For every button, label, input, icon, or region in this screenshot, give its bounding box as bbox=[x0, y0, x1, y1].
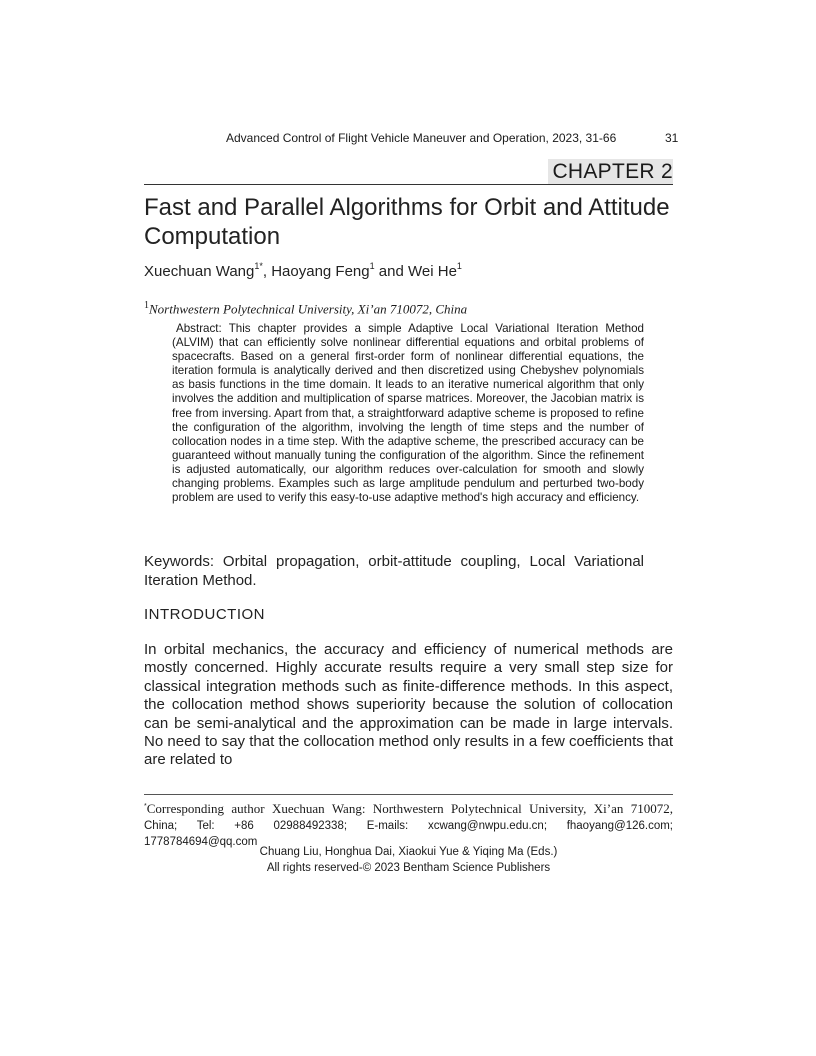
introduction-paragraph: In orbital mechanics, the accuracy and efficiency of numerical methods are mostly concerned. Highly accurate results require a very small step size for classical integration methods such as finite-difference methods. In this aspect, the collocation method shows superiority because the solution of collocation can be semi-analytical and the approximation can be made in large intervals. No need to say that the collocation method only results in a few coefficients that are related to bbox=[144, 641, 673, 769]
chapter-title: Fast and Parallel Algorithms for Orbit and Attitude Computation bbox=[144, 194, 670, 250]
keywords-label: Keywords: bbox=[144, 553, 215, 570]
footnote-contact: China; Tel: +86 02988492338; E-mails: xcwang@nwpu.edu.cn; fhaoyang@126.com; 1778784694@qq.com bbox=[144, 819, 673, 848]
section-heading: INTRODUCTION bbox=[144, 606, 265, 623]
affiliation bbox=[144, 300, 467, 317]
author-superscript: 1 bbox=[369, 261, 375, 271]
author-name: Haoyang Feng bbox=[271, 263, 370, 280]
publication-footer bbox=[144, 844, 673, 876]
chapter-rule bbox=[144, 184, 673, 185]
page-number: 31 bbox=[665, 131, 679, 145]
author-superscript: 1* bbox=[254, 261, 263, 271]
abstract-label: Abstract: bbox=[176, 322, 222, 335]
footnote-rule bbox=[144, 794, 673, 795]
author-list bbox=[144, 262, 462, 280]
keywords-text: Orbital propagation, orbit-attitude coupling, Local Variational Iteration Method. bbox=[144, 553, 644, 589]
rights-line: All rights reserved-© 2023 Bentham Science Publishers bbox=[266, 862, 551, 874]
author-separator: , bbox=[262, 263, 272, 280]
affiliation-text: Northwestern Polytechnical University, Xi’an 710072, China bbox=[149, 301, 468, 317]
keywords bbox=[144, 552, 644, 590]
author-separator: and bbox=[374, 263, 409, 280]
affiliation-superscript: 1 bbox=[144, 300, 149, 311]
footnote-mark: * bbox=[144, 803, 147, 810]
editors-line: Chuang Liu, Honghua Dai, Xiaokui Yue & Yiqing Ma (Eds.) bbox=[259, 846, 558, 858]
author-superscript: 1 bbox=[456, 261, 462, 271]
author-name: Xuechuan Wang bbox=[144, 263, 255, 280]
author-name: Wei He bbox=[408, 263, 457, 280]
abstract-text: This chapter provides a simple Adaptive Local Variational Iteration Method (ALVIM) that can efficiently solve nonlinear differential equations and orbital problems of spacecrafts. Based on a general first-order form of nonlinear differential equations, the iteration formula is analytically derived and then discretized using Chebyshev polynomials as basis functions in the time domain. It leads to an iterative numerical algorithm that only involves the addition and multiplication of sparse matrices. Moreover, the Jacobian matrix is free from inversing. Apart from that, a straightforward adaptive scheme is proposed to refine the configuration of the algorithm, involving the length of time steps and the number of collocation nodes in a time step. With the adaptive scheme, the prescribed accuracy can be guaranteed without manually tuning the configuration of the algorithm. Since the refinement is adjusted automatically, our algorithm reduces over-calculation for smooth and slowly changing problems. Examples such as large amplitude pendulum and perturbed two-body problem are used to verify this easy-to-use adaptive method's high accuracy and efficiency. bbox=[172, 322, 644, 505]
abstract bbox=[172, 322, 644, 505]
running-head: Advanced Control of Flight Vehicle Maneuver and Operation, 2023, 31-66 bbox=[226, 131, 617, 145]
footnote-author: Corresponding author Xuechuan Wang: Northwestern Polytechnical University, Xi’an 710072, bbox=[146, 800, 673, 816]
footnote bbox=[144, 799, 673, 850]
chapter-label: CHAPTER 2 bbox=[548, 159, 673, 184]
